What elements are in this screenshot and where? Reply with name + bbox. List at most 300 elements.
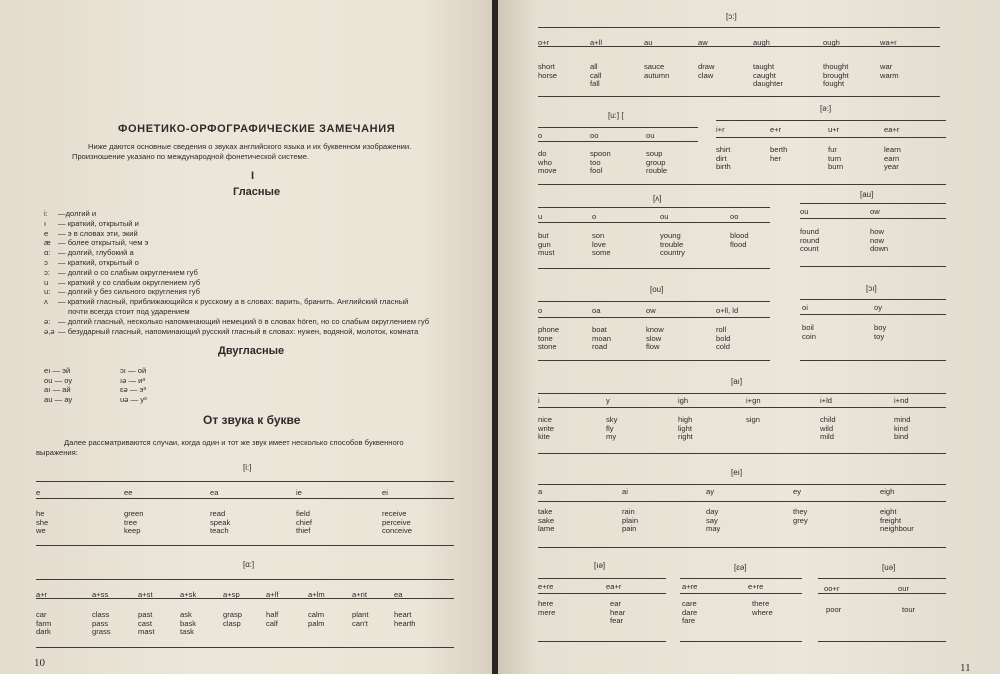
word-column <box>210 510 230 536</box>
example-word: plant <box>352 610 369 619</box>
column-header: e <box>36 488 41 497</box>
word-column <box>826 606 841 615</box>
vowel-row <box>44 317 429 326</box>
example-word: how <box>870 227 884 236</box>
column-header: oo <box>730 212 739 221</box>
example-word: can't <box>352 618 368 628</box>
example-word: sake <box>538 515 555 525</box>
example-word: mild <box>820 432 834 442</box>
word-column <box>610 600 625 626</box>
column-header: a <box>538 487 543 496</box>
column-header: ey <box>793 487 802 496</box>
example-word: plain <box>622 515 639 525</box>
example-word: grass <box>92 627 111 637</box>
vowel-symbol: ɑ: <box>44 248 51 258</box>
word-column <box>538 326 559 352</box>
word-column <box>823 63 849 89</box>
column-header: u <box>538 212 543 221</box>
example-word: hear <box>610 607 626 617</box>
word-column <box>793 508 808 525</box>
column-header: a+re <box>682 582 698 591</box>
word-column <box>590 63 601 89</box>
example-word: found <box>800 227 820 236</box>
vowel-row <box>44 238 148 247</box>
example-word: claw <box>698 70 714 80</box>
vowel-description: — долгий, глубокий а <box>58 248 134 258</box>
example-word: ask <box>180 610 192 619</box>
diphthong: uə — уᵊ <box>120 394 147 404</box>
column-header: i+r <box>716 125 725 134</box>
example-word: gun <box>538 239 551 249</box>
example-word: child <box>820 415 836 424</box>
column-header: o+r <box>538 38 550 47</box>
word-column <box>538 150 557 176</box>
left-page <box>0 0 492 674</box>
example-word: calm <box>308 610 325 619</box>
word-column <box>622 508 638 534</box>
vowel-description: — более открытый, чем э <box>58 238 149 248</box>
vowel-description: — краткий, открытый и <box>58 218 139 228</box>
word-column <box>538 508 554 534</box>
word-column <box>266 611 278 628</box>
vowel-description: — безударный гласный, напоминающий русский гласный в словах: нужен, водяной, молоток, комната <box>58 326 419 336</box>
word-column <box>770 146 787 163</box>
column-header: ough <box>823 38 840 47</box>
example-word: heart <box>394 610 412 619</box>
vowel-symbol: ɔ <box>44 258 48 267</box>
word-column <box>308 611 324 628</box>
example-word: palm <box>308 618 325 628</box>
example-word: mind <box>894 415 911 424</box>
example-word: they <box>793 507 808 516</box>
example-word: task <box>180 627 194 637</box>
vowel-row <box>44 258 139 267</box>
column-header: a+r <box>36 590 48 599</box>
column-header: ow <box>646 306 656 315</box>
example-word: all <box>590 62 598 71</box>
vowels-heading: Гласные <box>233 186 281 198</box>
example-word: rain <box>622 507 635 516</box>
column-header: ai <box>622 487 628 496</box>
example-word: boy <box>874 323 887 332</box>
example-word: year <box>884 162 899 172</box>
example-word: chief <box>296 517 313 527</box>
vowel-symbol: e <box>44 228 49 238</box>
example-word: slow <box>646 333 662 343</box>
column-header: a+lf <box>266 590 279 599</box>
word-column <box>644 63 669 80</box>
example-word: taught <box>753 62 775 71</box>
column-header: a+ll <box>590 38 603 47</box>
word-column <box>538 600 555 617</box>
table-a-label: [ɑ:] <box>243 560 255 569</box>
column-header: ay <box>706 487 715 496</box>
word-column <box>802 324 816 341</box>
column-header: ee <box>124 488 133 497</box>
example-word: lame <box>538 524 555 534</box>
vowel-description: — долгий гласный, несколько напоминающий немецкий ö в словах hören, но со слабым округлением губ <box>58 316 430 326</box>
example-word: boil <box>802 323 814 332</box>
example-word: high <box>678 415 693 424</box>
column-header: oa <box>592 306 601 315</box>
example-word: daughter <box>753 79 783 89</box>
word-column <box>870 228 888 254</box>
example-word: bind <box>894 432 909 442</box>
word-column <box>746 416 760 425</box>
word-column <box>884 146 901 172</box>
sound-label: [aı] <box>731 377 743 386</box>
vowel-row <box>44 327 418 336</box>
column-header: ea+r <box>606 582 622 591</box>
example-word: here <box>538 599 554 608</box>
vowel-symbol: u: <box>44 287 51 297</box>
word-column <box>706 508 720 534</box>
example-word: autumn <box>644 70 670 80</box>
example-word: ear <box>610 599 621 608</box>
word-column <box>880 63 899 80</box>
column-header: oy <box>874 303 883 312</box>
example-word: class <box>92 610 110 619</box>
example-word: too <box>590 157 601 167</box>
example-word: short <box>538 62 555 71</box>
example-word: bold <box>716 333 731 343</box>
example-word: brought <box>823 70 849 80</box>
example-word: berth <box>770 145 788 154</box>
example-word: mere <box>538 607 556 617</box>
example-word: road <box>592 342 608 352</box>
word-column <box>682 600 697 626</box>
word-column <box>820 416 836 442</box>
vowel-symbol: æ <box>44 238 51 248</box>
vowel-description: — краткий, открытый о <box>58 258 139 267</box>
example-word: war <box>880 62 893 71</box>
example-word: my <box>606 432 617 442</box>
example-word: calf <box>266 618 278 628</box>
word-column <box>606 416 617 442</box>
word-column <box>646 150 667 176</box>
example-word: down <box>870 244 889 254</box>
example-word: coin <box>802 331 816 341</box>
example-word: some <box>592 248 611 258</box>
diphthong: ou — оу <box>44 375 73 385</box>
vowel-description: — долгий у без сильного округления губ <box>58 287 200 297</box>
example-word: fear <box>610 616 624 626</box>
vowel-row <box>44 287 200 296</box>
diphthong: ɔı — ой <box>120 366 147 375</box>
example-word: flow <box>646 342 660 352</box>
diphthong: au — ау <box>44 394 73 404</box>
example-word: burn <box>828 162 844 172</box>
diphthongs-heading: Двугласные <box>218 345 285 357</box>
column-header: i+ld <box>820 396 833 405</box>
example-word: wild <box>820 423 834 433</box>
example-word: read <box>210 509 226 518</box>
example-word: flood <box>730 239 747 249</box>
column-header: ou <box>660 212 669 221</box>
sound-label: [ıə] <box>594 561 606 570</box>
word-column <box>646 326 664 352</box>
example-word: there <box>752 599 770 608</box>
example-word: tree <box>124 517 138 527</box>
word-column <box>592 326 611 352</box>
vowel-row <box>44 209 96 218</box>
example-word: horse <box>538 70 557 80</box>
word-column <box>730 232 749 249</box>
word-column <box>538 232 554 258</box>
example-word: dark <box>36 627 51 637</box>
sound-label: [ʌ] <box>653 194 662 203</box>
example-word: call <box>590 70 602 80</box>
example-word: right <box>678 432 693 442</box>
example-word: now <box>870 235 884 245</box>
sound-label: [ou] <box>650 285 664 294</box>
example-word: green <box>124 509 144 518</box>
example-word: son <box>592 231 605 240</box>
column-header: i <box>538 396 540 405</box>
page-number-right: 11 <box>960 662 971 674</box>
word-column <box>138 611 154 637</box>
column-header: ow <box>870 207 880 216</box>
sound-label: [ɔ:] <box>726 12 737 21</box>
example-word: boat <box>592 325 607 334</box>
example-word: who <box>538 157 552 167</box>
word-column <box>660 232 685 258</box>
word-column <box>592 232 611 258</box>
word-column <box>874 324 886 341</box>
sound-label: [au] <box>860 190 874 199</box>
example-word: perceive <box>382 517 411 527</box>
example-word: neighbour <box>880 524 914 534</box>
example-word: grasp <box>223 610 242 619</box>
example-word: group <box>646 157 666 167</box>
table-i-label: [i:] <box>243 463 252 472</box>
example-word: earn <box>884 153 900 163</box>
sound-label: [u:] [ <box>608 111 624 120</box>
example-word: clasp <box>223 618 241 628</box>
example-word: sky <box>606 415 618 424</box>
example-word: mast <box>138 627 155 637</box>
column-header: au <box>644 38 653 47</box>
example-word: tone <box>538 333 553 343</box>
example-word: fly <box>606 423 614 433</box>
word-column <box>716 146 731 172</box>
column-header: a+lm <box>308 590 325 599</box>
word-column <box>894 416 910 442</box>
section-number: I <box>251 170 255 182</box>
word-column <box>753 63 783 89</box>
column-header: y <box>606 396 610 405</box>
example-word: soup <box>646 149 663 158</box>
column-header: a+sp <box>223 590 240 599</box>
vowel-row <box>44 219 139 228</box>
column-header: a+sk <box>180 590 197 599</box>
column-header: aw <box>698 38 708 47</box>
column-header: ou <box>800 207 809 216</box>
example-word: pass <box>92 618 109 628</box>
example-word: caught <box>753 70 776 80</box>
example-word: we <box>36 526 46 536</box>
example-word: teach <box>210 526 229 536</box>
word-column <box>394 611 416 628</box>
sound-label: [ɛə] <box>734 563 747 572</box>
sound-to-letter-intro-2: выражения: <box>36 448 78 457</box>
example-word: moan <box>592 333 611 343</box>
vowel-row <box>44 278 200 287</box>
diphthong: ɛə — эᵊ <box>120 385 147 395</box>
example-word: move <box>538 166 557 176</box>
sound-label: [ɔı] <box>866 284 877 293</box>
example-word: grey <box>793 515 808 525</box>
example-word: nice <box>538 415 552 424</box>
word-column <box>590 150 611 176</box>
example-word: say <box>706 515 718 525</box>
vowel-row <box>44 307 190 316</box>
sound-to-letter-heading: От звука к букве <box>203 413 301 427</box>
example-word: learn <box>884 145 901 154</box>
example-word: thought <box>823 62 849 71</box>
example-word: must <box>538 248 555 258</box>
example-word: thief <box>296 526 311 536</box>
example-word: car <box>36 610 47 619</box>
word-column <box>538 416 554 442</box>
word-column <box>698 63 714 80</box>
example-word: keep <box>124 526 141 536</box>
example-word: half <box>266 610 279 619</box>
column-header: a+st <box>138 590 153 599</box>
example-word: her <box>770 153 781 163</box>
vowel-row <box>44 229 138 238</box>
example-word: bask <box>180 618 197 628</box>
example-word: she <box>36 517 49 527</box>
column-header: augh <box>753 38 770 47</box>
intro-line-1: Ниже даются основные сведения о звуках английского языка и их буквенном изображении. <box>88 142 412 151</box>
example-word: hearth <box>394 618 416 628</box>
vowel-symbol: ʌ <box>44 297 48 307</box>
column-header: our <box>898 584 909 593</box>
word-column <box>678 416 693 442</box>
example-word: spoon <box>590 149 611 158</box>
example-word: take <box>538 507 553 516</box>
example-word: shirt <box>716 145 731 154</box>
example-word: count <box>800 244 819 254</box>
page-title: ФОНЕТИКО-ОРФОГРАФИЧЕСКИЕ ЗАМЕЧАНИЯ <box>118 123 396 135</box>
word-column <box>716 326 730 352</box>
vowel-symbol: ı <box>44 218 47 228</box>
vowel-row <box>44 297 408 306</box>
vowel-symbol: i: <box>44 209 48 218</box>
column-header: ea+r <box>884 125 900 134</box>
example-word: round <box>800 235 820 245</box>
diphthong: aı — ай <box>44 385 71 395</box>
example-word: kite <box>538 432 550 442</box>
example-word: field <box>296 509 310 518</box>
example-word: speak <box>210 517 231 527</box>
word-column <box>92 611 111 637</box>
example-word: draw <box>698 62 715 71</box>
right-page <box>498 0 1000 674</box>
page-number: 10 <box>34 657 45 669</box>
example-word: country <box>660 248 685 258</box>
vowel-symbol: ɔ: <box>44 267 50 277</box>
column-header: ea <box>394 590 403 599</box>
column-header: ei <box>382 488 388 497</box>
example-word: farm <box>36 618 52 628</box>
example-word: warm <box>880 70 899 80</box>
word-column <box>382 510 412 536</box>
word-column <box>538 63 557 80</box>
vowel-symbol: ə,ə <box>44 326 55 336</box>
diphthong: eı — эй <box>44 366 71 375</box>
word-column <box>36 611 51 637</box>
word-column <box>296 510 312 536</box>
column-header: igh <box>678 396 689 405</box>
example-word: birth <box>716 162 731 172</box>
example-word: love <box>592 239 606 249</box>
example-word: fare <box>682 616 696 626</box>
column-header: e+re <box>748 582 764 591</box>
sound-to-letter-intro-1: Далее рассматриваются случаи, когда один и тот же звук имеет несколько способов буквенного <box>64 438 404 447</box>
sound-label: [uə] <box>882 563 896 572</box>
column-header: o+ll, ld <box>716 306 739 315</box>
word-column <box>828 146 843 172</box>
vowel-row <box>44 248 134 257</box>
example-word: blood <box>730 231 749 240</box>
example-word: young <box>660 231 681 240</box>
example-word: where <box>752 607 773 617</box>
example-word: but <box>538 231 549 240</box>
word-column <box>902 606 915 615</box>
example-word: dare <box>682 607 698 617</box>
column-header: eigh <box>880 487 895 496</box>
example-word: conceive <box>382 526 412 536</box>
column-header: oi <box>802 303 808 312</box>
word-column <box>880 508 914 534</box>
column-header: u+r <box>828 125 840 134</box>
column-header: i+gn <box>746 396 761 405</box>
example-word: know <box>646 325 664 334</box>
example-word: day <box>706 507 719 516</box>
vowel-description: — краткий у со слабым округлением губ <box>58 277 201 287</box>
column-header: ea <box>210 488 219 497</box>
example-word: dirt <box>716 153 727 163</box>
example-word: receive <box>382 509 407 518</box>
column-header: o <box>538 131 543 140</box>
vowel-description: —долгий и <box>58 209 97 218</box>
example-word: do <box>538 149 547 158</box>
column-header: e+r <box>770 125 782 134</box>
vowel-description: почти всегда стоит под ударением <box>68 307 190 316</box>
vowel-row <box>44 268 198 277</box>
word-column <box>180 611 196 637</box>
example-word: freight <box>880 515 902 525</box>
vowel-description: — э в словах эти, экий <box>58 228 138 238</box>
example-word: fool <box>590 166 603 176</box>
column-header: e+re <box>538 582 554 591</box>
column-header: ou <box>646 131 655 140</box>
example-word: toy <box>874 331 885 341</box>
example-word: trouble <box>660 239 684 249</box>
column-header: wa+r <box>880 38 897 47</box>
diphthong: ıə — иᵊ <box>120 375 146 385</box>
example-word: cold <box>716 342 730 352</box>
intro-line-2: Произношение указано по международной фонетической системе. <box>72 152 310 161</box>
example-word: light <box>678 423 692 433</box>
example-word: rouble <box>646 166 668 176</box>
word-column <box>124 510 143 536</box>
example-word: sign <box>746 415 760 424</box>
column-header: oo <box>590 131 599 140</box>
example-word: stone <box>538 342 557 352</box>
